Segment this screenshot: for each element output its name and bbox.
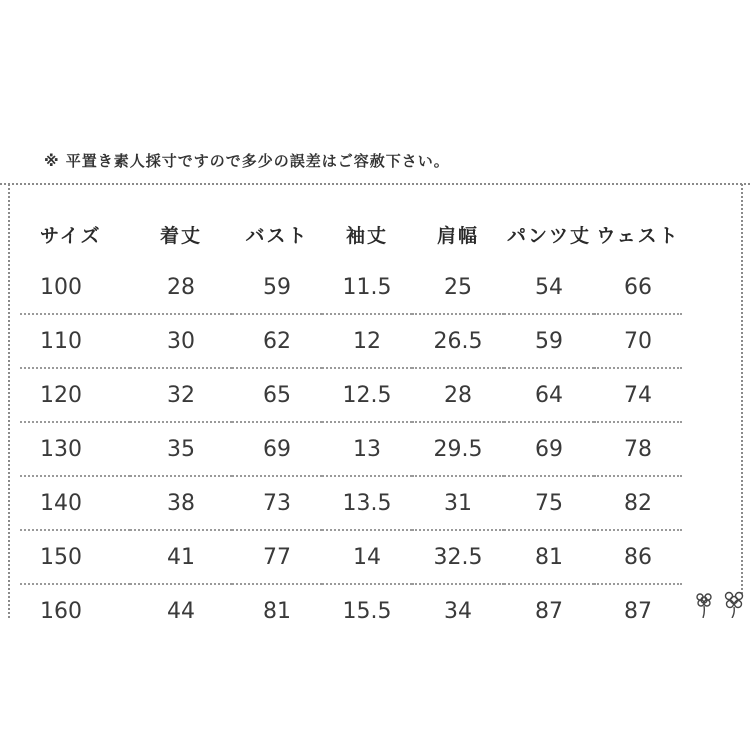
table-cell: 87 [535, 598, 563, 624]
table-cell: 64 [504, 368, 594, 422]
table-row [20, 261, 682, 314]
flower-doodle-icon [694, 588, 750, 618]
header-row [20, 207, 682, 261]
size-note: ※ 平置き素人採寸ですので多少の誤差はご容赦下さい。 [44, 152, 450, 170]
table-cell: 59 [232, 261, 322, 314]
table-cell: 77 [232, 530, 322, 584]
table-cell: 12 [322, 314, 412, 368]
table-cell: 160 [40, 598, 82, 624]
table-cell: 44 [167, 598, 195, 624]
table-cell: 87 [624, 598, 652, 624]
table-cell: 140 [20, 476, 130, 530]
table-cell: 25 [412, 261, 504, 314]
table-cell: 35 [130, 422, 232, 476]
table-cell: 13.5 [322, 476, 412, 530]
table-cell: 78 [594, 422, 682, 476]
table-cell: 14 [322, 530, 412, 584]
table-cell: 82 [594, 476, 682, 530]
size-table [20, 207, 682, 637]
table-cell: 66 [594, 261, 682, 314]
table-cell: 12.5 [322, 368, 412, 422]
table-cell: 34 [444, 598, 472, 624]
table-cell: 30 [130, 314, 232, 368]
table-cell: 26.5 [412, 314, 504, 368]
table-cell: 54 [504, 261, 594, 314]
table-cell: 150 [20, 530, 130, 584]
table-cell: 62 [232, 314, 322, 368]
table-cell: 31 [412, 476, 504, 530]
table-cell: 86 [594, 530, 682, 584]
table-row [20, 530, 682, 584]
table-cell: 15.5 [342, 598, 392, 624]
table-row [20, 476, 682, 530]
header-bust: バスト [245, 224, 309, 247]
table-cell: 41 [130, 530, 232, 584]
table-cell: 70 [594, 314, 682, 368]
table-row [20, 422, 682, 476]
table-cell: 59 [504, 314, 594, 368]
table-cell: 75 [504, 476, 594, 530]
table-cell: 81 [263, 598, 291, 624]
table-cell: 65 [232, 368, 322, 422]
table-row [20, 584, 682, 637]
header-shoulder: 肩幅 [436, 224, 479, 247]
table-cell: 69 [232, 422, 322, 476]
table-cell: 28 [412, 368, 504, 422]
table-cell: 69 [504, 422, 594, 476]
table-cell: 32.5 [412, 530, 504, 584]
table-cell: 110 [20, 314, 130, 368]
header-pants-length: パンツ丈 [506, 224, 591, 247]
frame-left-border [8, 184, 10, 618]
frame-top-border [0, 183, 750, 185]
table-cell: 73 [232, 476, 322, 530]
header-waist: ウェスト [596, 224, 680, 247]
table-cell: 130 [20, 422, 130, 476]
header-sleeve: 袖丈 [345, 224, 388, 247]
table-cell: 100 [20, 261, 130, 314]
table-row [20, 368, 682, 422]
table-cell: 13 [322, 422, 412, 476]
frame-right-border [741, 184, 743, 594]
table-cell: 120 [20, 368, 130, 422]
header-length: 着丈 [159, 224, 202, 247]
header-size: サイズ [40, 224, 102, 247]
table-row [20, 314, 682, 368]
table-cell: 32 [130, 368, 232, 422]
table-cell: 28 [130, 261, 232, 314]
table-cell: 29.5 [412, 422, 504, 476]
table-cell: 74 [594, 368, 682, 422]
table-cell: 11.5 [322, 261, 412, 314]
table-cell: 81 [504, 530, 594, 584]
table-cell: 38 [130, 476, 232, 530]
